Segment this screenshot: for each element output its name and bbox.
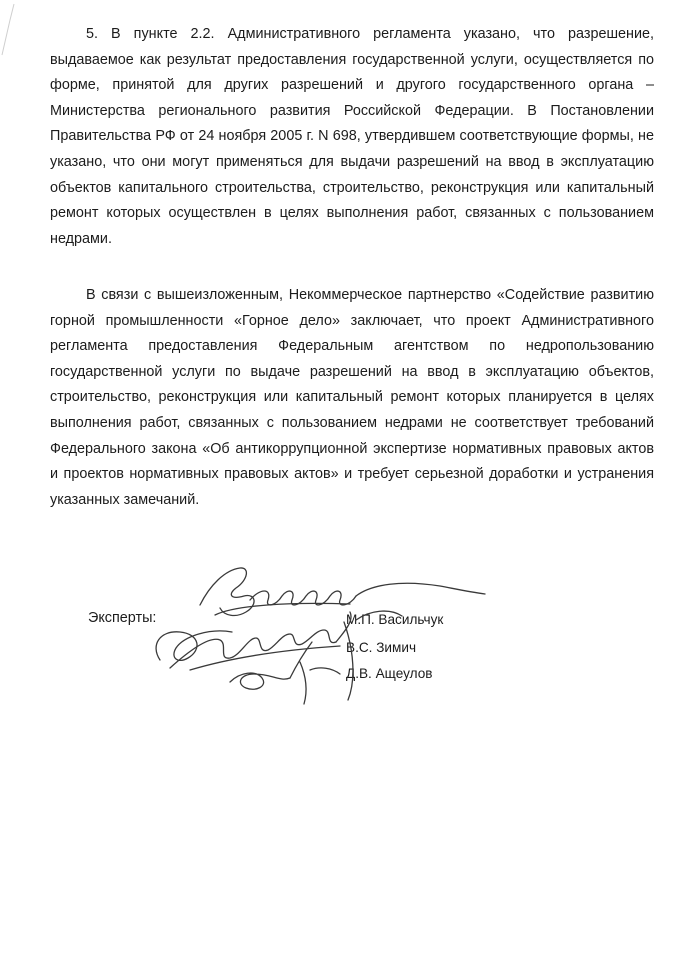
expert-name-vasilchuk: М.П. Васильчук <box>346 612 444 627</box>
scan-edge-mark <box>0 0 20 60</box>
expert-name-ascheulov: Д.В. Ащеулов <box>346 666 433 681</box>
signature-1 <box>200 568 485 616</box>
signature-3 <box>230 642 340 704</box>
expert-name-zimich: В.С. Зимич <box>346 640 417 655</box>
handwritten-signatures <box>140 550 520 710</box>
experts-label: Эксперты: <box>88 610 157 626</box>
paragraph-conclusion: В связи с вышеизложенным, Некоммерческое партнерство «Содействие развитию горной промышленности «Горное дело» заключает, что проект Административного регламента предоставления Федеральным агентством по недропользованию государственной услуги по выдаче разрешений на ввод в эксплуатацию объектов, строительство, реконструкция или капитальный ремонт которых планируется в целях выполнения работ, связанных с пользованием недрами не соответствует требований Федерального закона «Об антикоррупционной экспертизе нормативных правовых актов и проектов нормативных правовых актов» и требует серьезной доработки и устранения указанных замечаний. <box>50 287 654 508</box>
paragraph-item-5: 5. В пункте 2.2. Административного регламента указано, что разрешение, выдаваемое как результат предоставления государственной услуги, осуществляется по форме, принятой для других разрешений и другого государственного органа – Министерства регионального развития Российской Федерации. В Постановлении Правительства РФ от 24 ноября 2005 г. N 698, утвердившем соответствующие формы, не указано, что они могут применяться для выдачи разрешений на ввод в эксплуатацию объектов капитального строительства, строительство, реконструкция или капитальный ремонт которых осуществлен в целях выполнения работ, связанных с пользованием недрами. <box>50 26 654 247</box>
